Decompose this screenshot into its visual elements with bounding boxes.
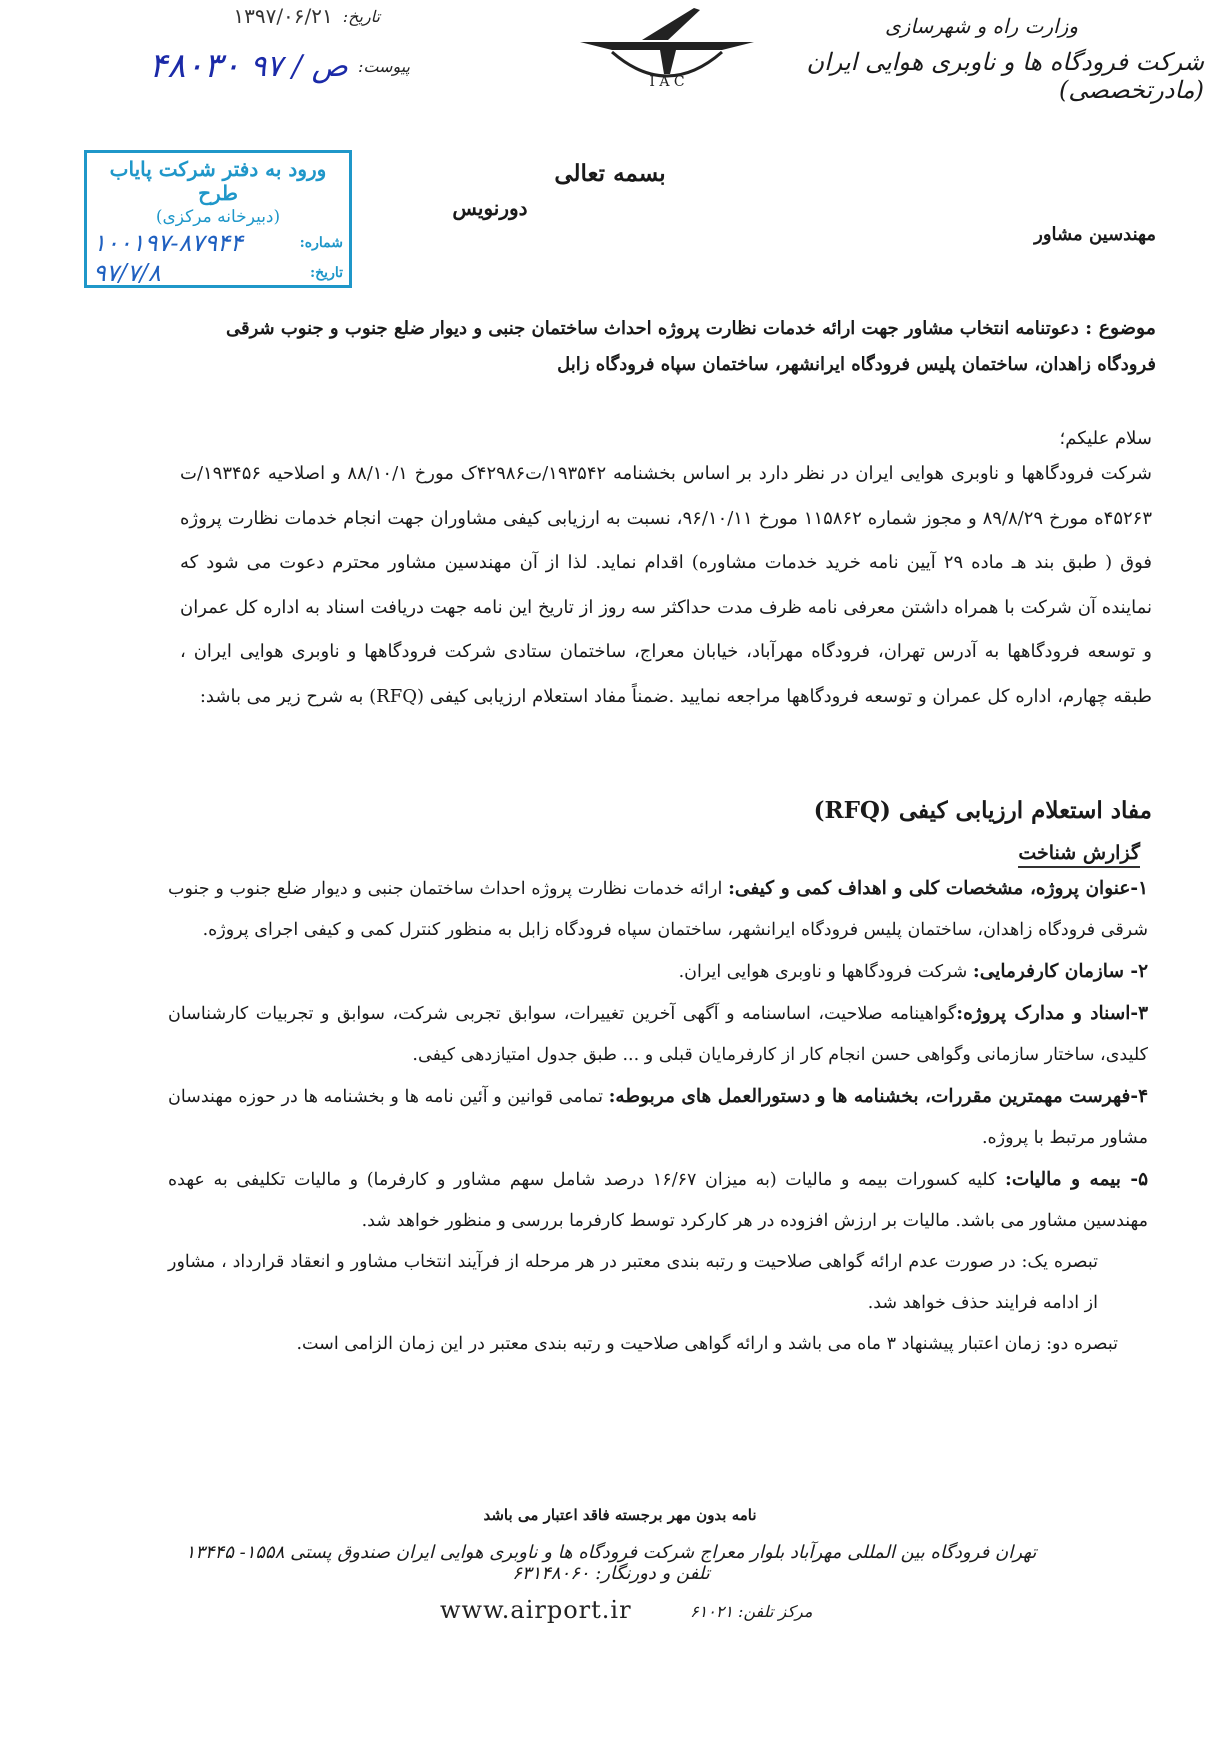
stamp-date-label: تاریخ: [309,265,343,281]
stamp-subtitle: (دبیرخانه مرکزی) [155,207,281,227]
rfq-item-text: گواهینامه صلاحیت، اساسنامه و آگهی آخرین تغییرات، سوابق تجربی شرکت، سوابق و تجربیات کارشناسان کلیدی، ساختار سازمانی وگواهی حسن انجام کار از کارفرمایان قبلی و ... طبق جدول امتیازدهی کیفی. [168,1004,1148,1065]
rfq-item [168,868,1148,951]
rfq-item-label: ۵- بیمه و مالیات: [1005,1169,1148,1190]
stamp-number-label: شماره: [299,235,343,251]
company-name: شرکت فرودگاه ها و ناوبری هوایی ایران (مادرتخصصی) [806,48,1204,104]
rfq-item [168,951,1148,993]
rfq-item-text: کلیه کسورات بیمه و مالیات (به میزان ۱۶/۶۷ درصد شامل سهم مشاور و کارفرما) و مالیات تکلیفی به عهده مهندسین مشاور می باشد. مالیات بر ارزش افزوده در هر کارکرد توسط کارفرما بررسی و منظور خواهد شد. [168,1170,1148,1231]
date-value: ۱۳۹۷/۰۶/۲۱ [233,4,333,28]
subject [200,310,1156,383]
rfq-item-text: ارائه خدمات نظارت پروژه احداث ساختمان جنبی و دیوار ضلع جنوب و جنوب شرقی فرودگاه زاهدان، ساختمان پلیس فرودگاه ایرانشهر، ساختمان سپاه فرودگاه زابل به منظور کنترل کمی و کیفی اجرای پروژه. [168,879,1148,940]
letter-number: ۴۸۰۳۰ [148,46,241,86]
fax-label: دورنویس [452,196,528,220]
addressee: مهندسین مشاور [1034,224,1156,245]
rfq-item-label: ۲- سازمان کارفرمایی: [972,961,1148,982]
registration-stamp [84,150,352,288]
footer-address: تهران فرودگاه بین المللی مهرآباد بلوار معراج شرکت فرودگاه ها و ناوبری هوایی ایران صندوق پستی ۱۵۵۸- ۱۳۴۴۵ تلفن و دورنگار: ۶۳۱۴۸۰۶۰ [185,1542,1037,1584]
validity-note: نامه بدون مهر برجسته فاقد اعتبار می باشد [483,1506,757,1524]
number-mark: ص / ۹۷ [250,48,348,84]
rfq-items [168,868,1148,1365]
stamp-date-line [93,259,343,287]
rfq-item-label: ۱-عنوان پروژه، مشخصات کلی و اهداف کمی و کیفی: [728,878,1148,899]
rfq-item [168,1159,1148,1242]
rfq-item-label: ۴-فهرست مهمترین مقررات، بخشنامه ها و دستورالعمل های مربوطه: [608,1086,1148,1107]
date-row [150,4,380,28]
rfq-item [168,993,1148,1076]
rfq-title: مفاد استعلام ارزیابی کیفی (RFQ) [813,797,1152,824]
attachment-label: پیوست: [357,56,410,76]
bismillah: بسمه تعالی [554,160,666,187]
number-row [110,46,410,86]
letter-body: شرکت فرودگاهها و ناوبری هوایی ایران در نظر دارد بر اساس بخشنامه ۱۹۳۵۴۲/ت۴۲۹۸۶ک مورخ ۸۸/۱۰/۱ و اصلاحیه ۱۹۳۴۵۶/ت ۴۵۲۶۳ه مورخ ۸۹/۸/۲۹ و مجوز شماره ۱۱۵۸۶۲ مورخ ۹۶/۱۰/۱۱، نسبت به ارزیابی کیفی مشاوران جهت انجام خدمات نظارت پروژه فوق ( طبق بند هـ ماده ۲۹ آیین نامه خرید خدمات مشاوره) اقدام نماید. لذا از آن مهندسین مشاور محترم دعوت می شود که نماینده آن شرکت با همراه داشتن معرفی نامه ظرف مدت حداکثر سه روز از تاریخ این نامه جهت دریافت اسناد به اداره کل عمران و توسعه فرودگاهها به آدرس تهران، فرودگاه مهرآباد، خیابان معراج، ساختمان ستادی شرکت فرودگاهها و ناوبری هوایی ایران ، طبقه چهارم، اداره کل عمران و توسعه فرودگاهها مراجعه نمایید .ضمناً مفاد استعلام ارزیابی کیفی (RFQ) به شرح زیر می باشد: [180,463,1152,707]
subject-label: موضوع : [1085,317,1156,339]
note-two: تبصره دو: زمان اعتبار پیشنهاد ۳ ماه می باشد و ارائه گواهی صلاحیت و رتبه بندی معتبر در این زمان الزامی است. [296,1334,1118,1354]
stamp-date: ۹۷/۷/۸ [93,259,161,287]
iac-logo [572,4,762,96]
ministry-name: وزارت راه و شهرسازی [885,14,1078,38]
rfq-item-text: شرکت فرودگاهها و ناوبری هوایی ایران. [678,962,973,982]
subject-text: دعوتنامه انتخاب مشاور جهت ارائه خدمات نظارت پروژه احداث ساختمان جنبی و دیوار ضلع جنوب و جنوب شرقی فرودگاه زاهدان، ساختمان پلیس فرودگاه ایرانشهر، ساختمان سپاه فرودگاه زابل [225,318,1156,375]
report-heading: گزارش شناخت [1018,842,1140,868]
note-one: تبصره یک: در صورت عدم ارائه گواهی صلاحیت و رتبه بندی معتبر در هر مرحله از فرآیند انتخاب مشاور و انعقاد قرارداد ، مشاور از ادامه فرایند حذف خواهد شد. [168,1252,1098,1313]
rfq-item-text: تمامی قوانین و آئین نامه ها و بخشنامه ها در حوزه مهندسان مشاور مرتبط با پروژه. [168,1087,1148,1148]
stamp-number: ۱۰۰۱۹۷-۸۷۹۴۴ [93,229,243,257]
website-link[interactable]: www.airport.ir [440,1596,632,1624]
center-telephone: مرکز تلفن: ۶۱۰۲۱ [690,1602,813,1621]
date-label: تاریخ: [342,6,380,26]
rfq-item-label: ۳-اسناد و مدارک پروژه: [956,1003,1149,1024]
stamp-title: ورود به دفتر شرکت پایاب طرح [109,157,327,205]
stamp-number-line [93,229,343,257]
logo-text: I A C [649,74,685,90]
greeting: سلام علیکم؛ [1059,428,1152,449]
rfq-item [168,1076,1148,1159]
